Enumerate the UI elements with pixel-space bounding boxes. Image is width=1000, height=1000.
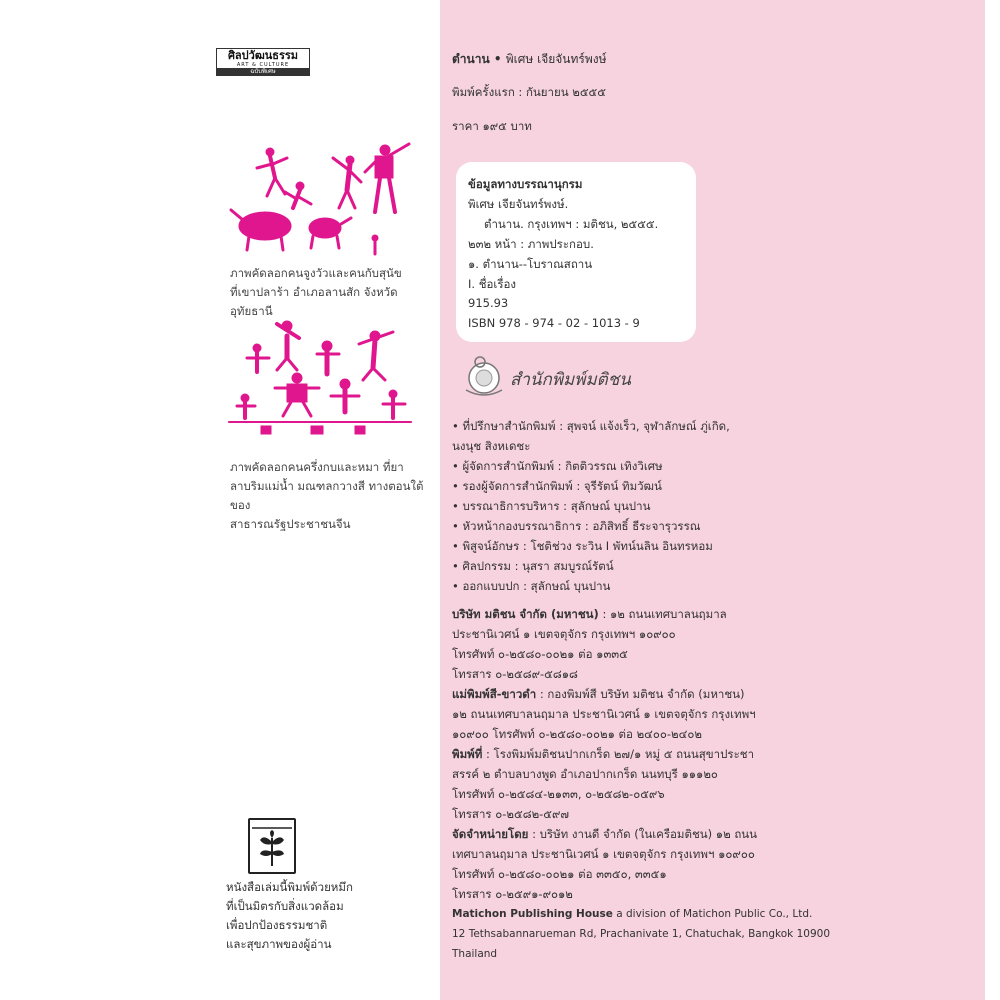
staff-line: • ศิลปกรรม : นุสรา สมบูรณ์รัตน์ — [452, 559, 614, 573]
staff-line: • ผู้จัดการสำนักพิมพ์ : กิตติวรรณ เทิงวิเศษ — [452, 459, 663, 473]
staff-line: • หัวหน้ากองบรรณาธิการ : อภิสิทธิ์ ธีระจารุวรรณ — [452, 519, 701, 533]
english-publisher-rest: a division of Matichon Public Co., Ltd. — [612, 908, 813, 920]
company-line: เทศบาลนฤมาล ประชานิเวศน์ ๑ เขตจตุจักร กรุงเทพฯ ๑๐๙๐๐ — [452, 847, 755, 861]
caption-line: สาธารณรัฐประชาชนจีน — [230, 517, 351, 531]
book-title: ตำนาน — [452, 52, 490, 66]
leaf-icon — [250, 820, 294, 872]
left-column — [0, 0, 440, 1000]
catalog-line: พิเศษ เจียจันทร์พงษ์. — [468, 197, 569, 211]
company-line — [452, 746, 754, 764]
title-author-line — [452, 50, 607, 69]
rock-art-caption-2 — [230, 458, 440, 534]
catalog-line: ๒๓๒ หน้า : ภาพประกอบ. — [468, 237, 594, 251]
printer-text: : โรงพิมพ์มติชนปากเกร็ด ๒๗/๑ หมู่ ๕ ถนนสุขาประชา — [482, 747, 755, 761]
company-line: ๑๒ ถนนเทศบาลนฤมาล ประชานิเวศน์ ๑ เขตจตุจักร กรุงเทพฯ — [452, 707, 756, 721]
company-line: โทรสาร ๐-๒๕๘๒-๕๙๗ — [452, 807, 570, 821]
catalog-line: I. ชื่อเรื่อง — [468, 277, 517, 291]
book-price: ราคา ๑๙๕ บาท — [452, 119, 532, 133]
caption-line: ลาบริมแม่น้ำ มณฑลกวางสี ทางตอนใต้ของ — [230, 479, 424, 512]
english-country: Thailand — [452, 948, 498, 960]
eco-note-line: หนังสือเล่มนี้พิมพ์ด้วยหมึก — [226, 880, 353, 894]
staff-line: นงนุช สิงหเดชะ — [452, 439, 531, 453]
caption-line: ภาพคัดลอกคนจูงวัวและคนกับสุนัข — [230, 266, 402, 280]
rock-art-people-cattle — [225, 138, 415, 258]
english-address: 12 Tethsabannarueman Rd, Prachanivate 1, Chatuchak, Bangkok 10900 — [452, 928, 830, 940]
eco-note-line: เพื่อปกป้องธรรมชาติ — [226, 918, 328, 932]
series-logo — [216, 48, 310, 76]
company-line: โทรสาร ๐-๒๕๘๙-๕๘๑๘ — [452, 667, 578, 681]
catalog-line: ตำนาน. กรุงเทพฯ : มติชน, ๒๕๕๕. — [484, 217, 659, 231]
company-line: โทรศัพท์ ๐-๒๕๘๐-๐๐๒๑ ต่อ ๑๓๓๕ — [452, 647, 628, 661]
eco-ink-note — [226, 878, 426, 954]
catalog-title: ข้อมูลทางบรรณานุกรม — [468, 177, 583, 191]
company-line: โทรสาร ๐-๒๕๙๑-๙๐๑๒ — [452, 887, 573, 901]
staff-line: • รองผู้จัดการสำนักพิมพ์ : จุรีรัตน์ ทิมวัฒน์ — [452, 479, 662, 493]
company-address: : ๑๒ ถนนเทศบาลนฤมาล — [598, 607, 727, 621]
company-line: ประชานิเวศน์ ๑ เขตจตุจักร กรุงเทพฯ ๑๐๙๐๐ — [452, 627, 676, 641]
company-line — [452, 686, 745, 704]
publisher-logo-text: สำนักพิมพ์มติชน — [510, 370, 631, 390]
staff-line: • ออกแบบปก : สุลักษณ์ บุนปาน — [452, 579, 611, 593]
staff-line: • ที่ปรึกษาสำนักพิมพ์ : สุพจน์ แจ้งเร็ว, จุฬาลักษณ์ ภู่เกิด, — [452, 419, 730, 433]
plates-label: แม่พิมพ์สี-ขาวดำ — [452, 687, 537, 701]
company-line: ๑๐๙๐๐ โทรศัพท์ ๐-๒๕๘๐-๐๐๒๑ ต่อ ๒๔๐๐-๒๔๐๒ — [452, 727, 702, 741]
caption-line: ภาพคัดลอกคนครึ่งกบและหมา ที่ยา — [230, 460, 404, 474]
caption-line: ที่เขาปลาร้า อำเภอลานสัก จังหวัดอุทัยธานี — [230, 285, 398, 318]
catalog-isbn: ISBN 978 - 974 - 02 - 1013 - 9 — [468, 316, 640, 330]
catalog-info-box — [456, 162, 696, 342]
distributor-text: : บริษัท งานดี จำกัด (ในเครือมติชน) ๑๒ ถนน — [528, 827, 758, 841]
series-logo-special: ฉบับพิเศษ — [217, 68, 309, 75]
company-line — [452, 826, 757, 844]
plates-text: : กองพิมพ์สี บริษัท มติชน จำกัด (มหาชน) — [536, 687, 745, 701]
publisher-emblem-icon — [462, 354, 506, 398]
company-line: สรรค์ ๒ ตำบลบางพูด อำเภอปากเกร็ด นนทบุรี ๑๑๑๒๐ — [452, 767, 718, 781]
catalog-line: ๑. ตำนาน--โบราณสถาน — [468, 257, 593, 271]
staff-line: • บรรณาธิการบริหาร : สุลักษณ์ บุนปาน — [452, 499, 651, 513]
bullet: • — [493, 52, 506, 66]
series-logo-sub: ART & CULTURE — [236, 62, 290, 68]
catalog-line: 915.93 — [468, 296, 509, 310]
rock-art-caption-1 — [230, 264, 440, 321]
book-author: พิเศษ เจียจันทร์พงษ์ — [505, 52, 607, 66]
company-line: โทรศัพท์ ๐-๒๕๘๐-๐๐๒๑ ต่อ ๓๓๕๐, ๓๓๕๑ — [452, 867, 667, 881]
english-line — [452, 908, 812, 920]
series-logo-main: ศิลปวัฒนธรรม — [227, 49, 299, 62]
first-print-date: พิมพ์ครั้งแรก : กันยายน ๒๕๕๕ — [452, 85, 606, 99]
eco-note-line: ที่เป็นมิตรกับสิ่งแวดล้อม — [226, 899, 344, 913]
english-publisher-name: Matichon Publishing House — [452, 908, 613, 920]
staff-line: • พิสูจน์อักษร : โชติช่วง ระวิน I พัทน์นลิน อินทรหอม — [452, 539, 713, 553]
company-line: โทรศัพท์ ๐-๒๕๘๔-๒๑๓๓, ๐-๒๕๘๒-๐๕๙๖ — [452, 787, 665, 801]
printer-label: พิมพ์ที่ — [452, 747, 483, 761]
distributor-label: จัดจำหน่ายโดย — [452, 827, 529, 841]
publisher-logo — [462, 352, 692, 400]
company-line — [452, 606, 727, 624]
eco-note-line: และสุขภาพของผู้อ่าน — [226, 937, 332, 951]
eco-leaf-icon — [248, 818, 296, 874]
company-name: บริษัท มติชน จำกัด (มหาชน) — [452, 607, 599, 621]
rock-art-frog-people-dogs — [225, 318, 415, 442]
